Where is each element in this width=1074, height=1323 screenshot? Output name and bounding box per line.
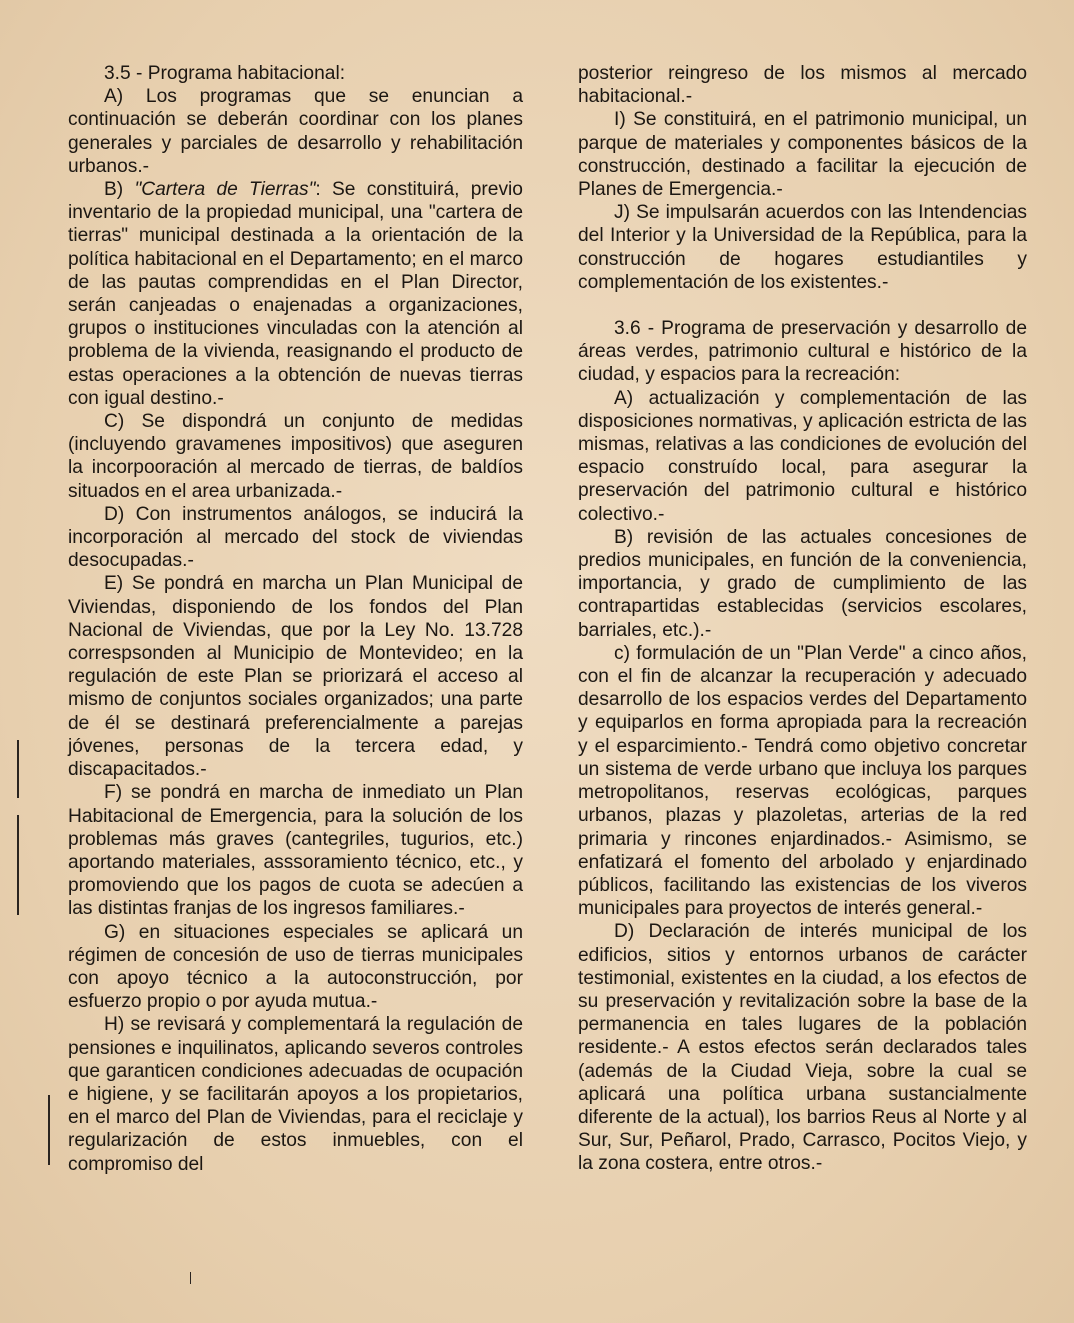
cartera-de-tierras-title: "Cartera de Tierras" — [134, 179, 316, 201]
paragraph-3-5-c: C) Se dispondrá un conjunto de medidas (incluyendo gravamenes impositivos) que aseguren la incorpooración al mercado de tierras, de baldíos situados en el area urbanizada.- — [68, 411, 523, 502]
margin-mark — [48, 1095, 50, 1165]
paragraph-3-5-a: A) Los programas que se enuncian a continuación se deberán coordinar con los planes generales y parciales de desarrollo y rehabilitación urbanos.- — [68, 86, 523, 177]
paragraph-3-5-b-body: : Se constituirá, previo inventario de la propiedad municipal, una "cartera de tierras" municipal destinada a la orientación de la política habitacional en el Departamento; en el marco de las pautas comprendidas en el Plan Director, serán canjeadas o enajenadas a organizaciones, grupos o instituciones vinculadas con la atención al problema de la vivienda, reasignando el producto de estas operaciones a la obtención de nuevas tierras con igual destino.- — [68, 179, 523, 409]
right-column — [578, 62, 1027, 1176]
paragraph-3-5-e: E) Se pondrá en marcha un Plan Municipal de Viviendas, disponiendo de los fondos del Plan Nacional de Viviendas, que por la Ley No. 13.728 correspsonden al Municipio de Montevideo; en la regulación de este Plan se priorizará el acceso al mismo de conjuntos sociales organizados; una parte de él se destinará preferencialmente a parejas jóvenes, personas de la tercera edad, y discapacitados.- — [68, 573, 523, 781]
margin-mark — [17, 815, 19, 915]
paragraph-3-6-d: D) Declaración de interés municipal de los edificios, sitios y entornos urbanos de carácter testimonial, existentes en la ciudad, a los efectos de su preservación y revitalización sobre la base de la permanencia en tales lugares de la población residente.- A estos efectos serán declarados tales (además de la Ciudad Vieja, sobre la cual se aplicará una política urbana sustancialmente diferente de la actual), los barrios Reus al Norte y al Sur, Sur, Peñarol, Prado, Carrasco, Pocitos Viejo, y la zona costera, entre otros.- — [578, 921, 1027, 1175]
margin-mark — [17, 740, 19, 798]
paragraph-3-5-b — [68, 178, 523, 410]
paragraph-3-5-h: H) se revisará y complementará la regulación de pensiones e inquilinatos, aplicando severos controles que garanticen condiciones adecuadas de ocupación e higiene, y se facilitarán apoyos a los propietarios, en el marco del Plan de Viviendas, para el reciclaje y regularización de estos inmuebles, con el compromiso del — [68, 1014, 523, 1175]
paragraph-3-6-c: c) formulación de un "Plan Verde" a cinco años, con el fin de alcanzar la recuperación y adecuado desarrollo de los espacios verdes del Departamento y equiparlos en forma apropiada para la recreación y el esparcimiento.- Tendrá como objetivo concretar un sistema de verde urbano que incluya los parques metropolitanos, reservas ecológicas, parques urbanos, plazas y plazoletas, arterias de la red primaria y rincones enjardinados.- Asimismo, se enfatizará el fomento del arbolado y enjardinado públicos, facilitando las existencias de los viveros municipales para proyectos de interés general.- — [578, 642, 1027, 920]
margin-mark — [190, 1272, 191, 1284]
continuation-paragraph: posterior reingreso de los mismos al mercado habitacional.- — [578, 63, 1027, 108]
paragraph-3-5-f: F) se pondrá en marcha de inmediato un Plan Habitacional de Emergencia, para la solución de los problemas más graves (cantegriles, tugurios, etc.) aportando materiales, asssoramiento técnico, etc., y promoviendo que los pagos de cuota se adecúen a las distintas franjas de los ingresos familiares.- — [68, 782, 523, 920]
paragraph-3-5-d: D) Con instrumentos análogos, se inducirá la incorporación al mercado del stock de viviendas desocupadas.- — [68, 503, 523, 572]
section-3-5-heading: 3.5 - Programa habitacional: — [104, 63, 346, 84]
paragraph-3-6-a: A) actualización y complementación de las disposiciones normativas, y aplicación estricta de las mismas, relativas a las condiciones de evolución del espacio construído local, para asegurar la preservación del patrimonio cultural e histórico colectivo.- — [578, 387, 1027, 525]
paragraph-3-5-b-prefix: B) — [104, 179, 135, 201]
paragraph-3-5-i: I) Se constituirá, en el patrimonio municipal, un parque de materiales y componentes básicos de la construcción, destinado a facilitar la ejecución de Planes de Emergencia.- — [578, 109, 1027, 201]
paragraph-3-5-j: J) Se impulsarán acuerdos con las Intendencias del Interior y la Universidad de la República, para la construcción de hogares estudiantiles y complementación de los existentes.- — [578, 202, 1027, 293]
left-column — [68, 62, 523, 1176]
paragraph-3-5-g: G) en situaciones especiales se aplicará un régimen de concesión de uso de tierras municipales con apoyo técnico a la autoconstrucción, por esfuerzo propio o por ayuda mutua.- — [68, 921, 523, 1013]
section-3-6-heading: 3.6 - Programa de preservación y desarrollo de áreas verdes, patrimonio cultural e histórico de la ciudad, y espacios para la recreación: — [578, 318, 1027, 386]
paragraph-3-6-b: B) revisión de las actuales concesiones de predios municipales, en función de la conveniencia, importancia, y grado de cumplimiento de las contrapartidas establecidas (servicios escolares, barriales, etc.).- — [578, 526, 1027, 641]
